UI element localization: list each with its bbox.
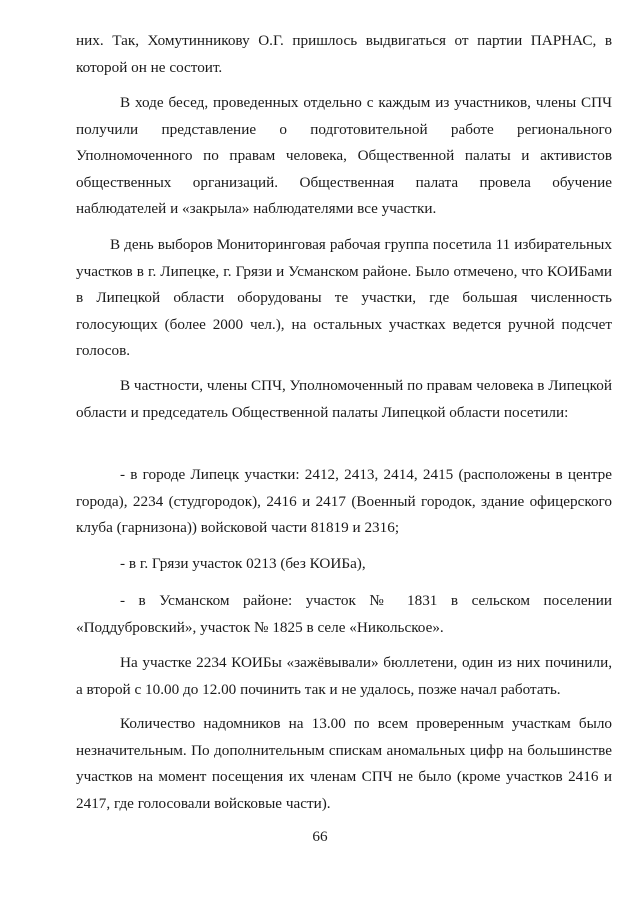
page-number: 66	[312, 828, 328, 845]
paragraph-home-voters: Количество надомников на 13.00 по всем проверенным участкам было незначительным. По дополнительным спискам аномальных цифр на большинстве участков на момент посещения их членам СПЧ не было (кроме участков 2416 и 2417, где голосовали войсковые части).	[76, 715, 612, 812]
paragraph-spch-meetings: В ходе бесед, проведенных отдельно с каждым из участников, члены СПЧ получили представление о подготовительной работе регионального Уполномоченного по правам человека, Общественной палаты и активистов общественных организаций. Общественная палата провела обучение наблюдателей и «закрыла» наблюдателями все участки.	[76, 94, 612, 217]
list-item-lipetsk: - в городе Липецк участки: 2412, 2413, 2414, 2415 (расположены в центре города), 2234 (студгородок), 2416 и 2417 (Военный городок, здание офицерского клуба (гарнизона)) войсковой части 81819 и 2316;	[76, 466, 612, 536]
paragraph-visited-intro: В частности, члены СПЧ, Уполномоченный по правам человека в Липецкой области и председатель Общественной палаты Липецкой области посетили:	[76, 377, 612, 421]
list-item-gryazi: - в г. Грязи участок 0213 (без КОИБа),	[120, 555, 366, 572]
list-item-usman: - в Усманском районе: участок № 1831 в сельском поселении «Поддубровский», участок № 1825 в селе «Никольское».	[76, 592, 612, 636]
paragraph-election-day: В день выборов Мониторинговая рабочая группа посетила 11 избирательных участков в г. Липецке, г. Грязи и Усманском районе. Было отмечено, что КОИБами в Липецкой области оборудованы те участки, где большая численность голосующих (более 2000 чел.), на остальных участках ведется ручной подсчет голосов.	[76, 236, 612, 359]
paragraph-continuation: них. Так, Хомутинникову О.Г. пришлось выдвигаться от партии ПАРНАС, в которой он не состоит.	[76, 32, 612, 76]
paragraph-koib-issue: На участке 2234 КОИБы «зажёвывали» бюллетени, один из них починили, а второй с 10.00 до 12.00 починить так и не удалось, позже начал работать.	[76, 654, 612, 698]
